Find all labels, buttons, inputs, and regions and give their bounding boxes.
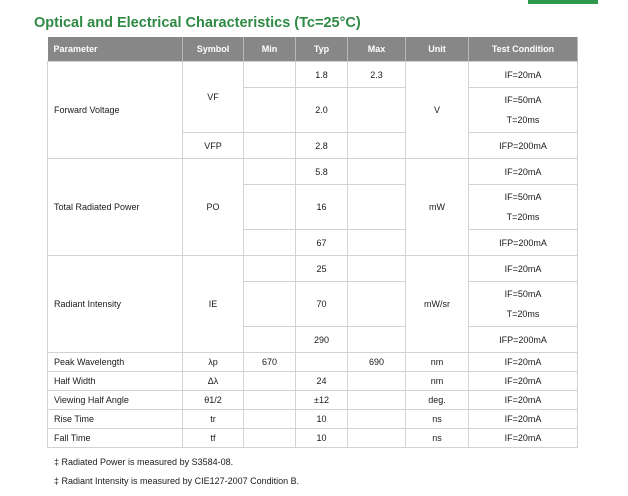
symbol-cell: tf [183, 429, 244, 448]
table-row [48, 429, 578, 448]
condition-line: T=20ms [506, 115, 540, 125]
header-symbol: Symbol [183, 37, 244, 62]
max-cell [348, 230, 406, 256]
condition-line: IF=50mA [504, 289, 542, 299]
max-cell: 2.3 [348, 62, 406, 88]
max-cell [348, 185, 406, 230]
brand-accent-bar [528, 0, 598, 4]
min-cell [244, 327, 296, 353]
condition-cell: IF=20mA [469, 410, 578, 429]
param-cell: Viewing Half Angle [48, 391, 183, 410]
typ-cell: 10 [296, 429, 348, 448]
typ-cell: 25 [296, 256, 348, 282]
table-row [48, 391, 578, 410]
min-cell [244, 62, 296, 88]
symbol-cell: Δλ [183, 372, 244, 391]
unit-cell: mW/sr [406, 256, 469, 353]
header-unit: Unit [406, 37, 469, 62]
max-cell: 690 [348, 353, 406, 372]
min-cell [244, 185, 296, 230]
typ-cell: 2.8 [296, 133, 348, 159]
max-cell [348, 391, 406, 410]
table-row [48, 353, 578, 372]
condition-cell [469, 282, 578, 327]
condition-cell: IFP=200mA [469, 230, 578, 256]
condition-cell: IFP=200mA [469, 327, 578, 353]
min-cell [244, 88, 296, 133]
param-radiant-intensity: Radiant Intensity [48, 256, 183, 353]
max-cell [348, 256, 406, 282]
max-cell [348, 410, 406, 429]
condition-cell: IF=20mA [469, 256, 578, 282]
typ-cell: 10 [296, 410, 348, 429]
param-cell: Rise Time [48, 410, 183, 429]
typ-cell: 1.8 [296, 62, 348, 88]
min-cell [244, 410, 296, 429]
symbol-cell: VF [183, 62, 244, 133]
unit-cell: ns [406, 410, 469, 429]
typ-cell: 2.0 [296, 88, 348, 133]
footnote-radiant-intensity: ‡ Radiant Intensity is measured by CIE127-2007 Condition B. [54, 476, 300, 486]
typ-cell: 290 [296, 327, 348, 353]
symbol-cell: λp [183, 353, 244, 372]
header-min: Min [244, 37, 296, 62]
condition-line: IF=50mA [504, 192, 542, 202]
condition-cell: IF=20mA [469, 372, 578, 391]
min-cell [244, 230, 296, 256]
condition-cell: IF=20mA [469, 391, 578, 410]
max-cell [348, 159, 406, 185]
min-cell: 670 [244, 353, 296, 372]
header-typ: Typ [296, 37, 348, 62]
param-cell: Peak Wavelength [48, 353, 183, 372]
min-cell [244, 282, 296, 327]
characteristics-table [47, 37, 578, 448]
table-row [48, 256, 578, 282]
max-cell [348, 88, 406, 133]
unit-cell: V [406, 62, 469, 159]
table-row [48, 410, 578, 429]
symbol-cell: tr [183, 410, 244, 429]
param-cell: Half Width [48, 372, 183, 391]
footnote-radiated-power: ‡ Radiated Power is measured by S3584-08. [54, 457, 234, 467]
unit-cell: nm [406, 372, 469, 391]
condition-cell [469, 88, 578, 133]
max-cell [348, 429, 406, 448]
min-cell [244, 391, 296, 410]
symbol-cell: VFP [183, 133, 244, 159]
table-row [48, 159, 578, 185]
condition-cell: IF=20mA [469, 429, 578, 448]
header-parameter: Parameter [48, 37, 183, 62]
min-cell [244, 159, 296, 185]
typ-cell: 24 [296, 372, 348, 391]
symbol-cell: θ1/2 [183, 391, 244, 410]
condition-cell [469, 185, 578, 230]
max-cell [348, 282, 406, 327]
param-total-radiated-power: Total Radiated Power [48, 159, 183, 256]
page-title: Optical and Electrical Characteristics (Tc=25°C) [34, 15, 361, 31]
min-cell [244, 133, 296, 159]
symbol-cell: IE [183, 256, 244, 353]
symbol-cell: PO [183, 159, 244, 256]
table-header-row [48, 37, 578, 62]
typ-cell: 67 [296, 230, 348, 256]
param-cell: Fall Time [48, 429, 183, 448]
unit-cell: deg. [406, 391, 469, 410]
condition-line: IF=50mA [504, 95, 542, 105]
unit-cell: ns [406, 429, 469, 448]
table-row [48, 62, 578, 88]
typ-cell: 5.8 [296, 159, 348, 185]
typ-cell: 70 [296, 282, 348, 327]
unit-cell: mW [406, 159, 469, 256]
unit-cell: nm [406, 353, 469, 372]
condition-cell: IFP=200mA [469, 133, 578, 159]
max-cell [348, 133, 406, 159]
condition-line: T=20ms [506, 309, 540, 319]
condition-line: T=20ms [506, 212, 540, 222]
param-forward-voltage: Forward Voltage [48, 62, 183, 159]
header-test-condition: Test Condition [469, 37, 578, 62]
min-cell [244, 429, 296, 448]
typ-cell [296, 353, 348, 372]
condition-cell: IF=20mA [469, 159, 578, 185]
typ-cell: ±12 [296, 391, 348, 410]
min-cell [244, 256, 296, 282]
max-cell [348, 372, 406, 391]
min-cell [244, 372, 296, 391]
condition-cell: IF=20mA [469, 353, 578, 372]
table-row [48, 372, 578, 391]
max-cell [348, 327, 406, 353]
typ-cell: 16 [296, 185, 348, 230]
condition-cell: IF=20mA [469, 62, 578, 88]
header-max: Max [348, 37, 406, 62]
